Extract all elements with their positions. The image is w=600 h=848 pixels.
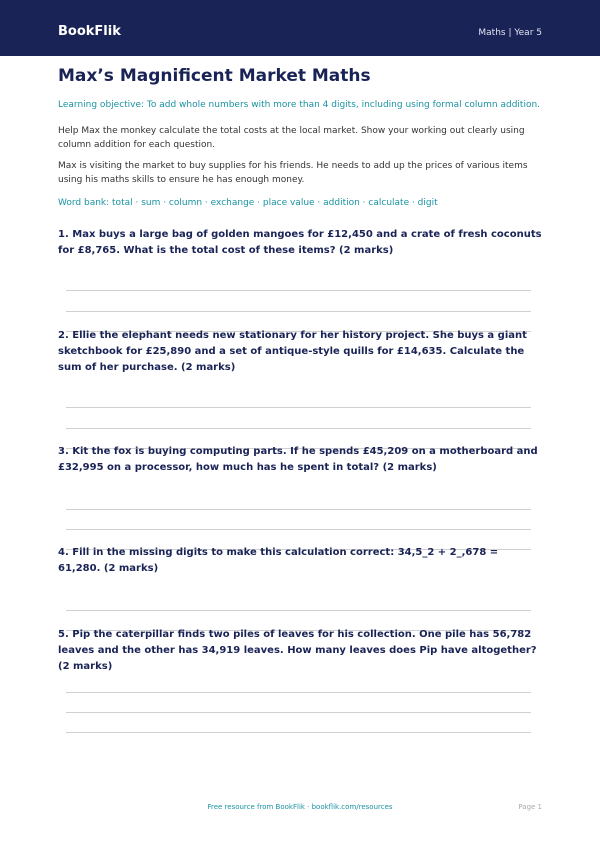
word-bank: Word bank: total · sum · column · exchange · place value · addition · calculate · digit [58, 198, 438, 208]
intro-paragraph-2: Max is visiting the market to buy supplies for his friends. He needs to add up the prices of various items using his maths skills to ensure he has enough money. [58, 161, 528, 185]
question-5: 5. Pip the caterpillar finds two piles of leaves for his collection. One pile has 56,782 leaves and the other has 34,919 leaves. How many leaves does Pip have altogether? (2 marks) [58, 629, 537, 672]
answer-line [66, 509, 531, 510]
answer-line [66, 311, 531, 312]
answer-line [66, 732, 531, 733]
question-2: 2. Ellie the elephant needs new stationary for her history project. She buys a giant sketchbook for £25,890 and a set of antique-style quills for £14,635. Calculate the sum of her purchase. (2 marks) [58, 330, 527, 373]
answer-line [66, 692, 531, 693]
answer-line [66, 290, 531, 291]
question-4: 4. Fill in the missing digits to make this calculation correct: 34,5_2 + 2_,678 = 61,280. (2 marks) [58, 547, 499, 574]
page-title: Max’s Magnificent Market Maths [58, 66, 371, 86]
brand-logo-text: BookFlik [58, 24, 121, 39]
answer-line [66, 428, 531, 429]
question-3: 3. Kit the fox is buying computing parts. If he spends £45,209 on a motherboard and £32,995 on a processor, how much has he spent in total? (2 marks) [58, 446, 538, 473]
footer-credit: Free resource from BookFlik · bookflik.com/resources [207, 803, 393, 811]
answer-line [66, 610, 531, 611]
intro-paragraph-1: Help Max the monkey calculate the total costs at the local market. Show your working out clearly using column addition for each question. [58, 126, 525, 150]
learning-objective: Learning objective: To add whole numbers with more than 4 digits, including using formal column addition. [58, 100, 541, 110]
subject-year-label: Maths | Year 5 [478, 28, 542, 38]
answer-line [66, 407, 531, 408]
header-bar [0, 0, 600, 56]
question-1: 1. Max buys a large bag of golden mangoes for £12,450 and a crate of fresh coconuts for £8,765. What is the total cost of these items? (2 marks) [58, 229, 542, 256]
answer-line [66, 529, 531, 530]
page-number: Page 1 [518, 803, 542, 811]
answer-line [66, 712, 531, 713]
